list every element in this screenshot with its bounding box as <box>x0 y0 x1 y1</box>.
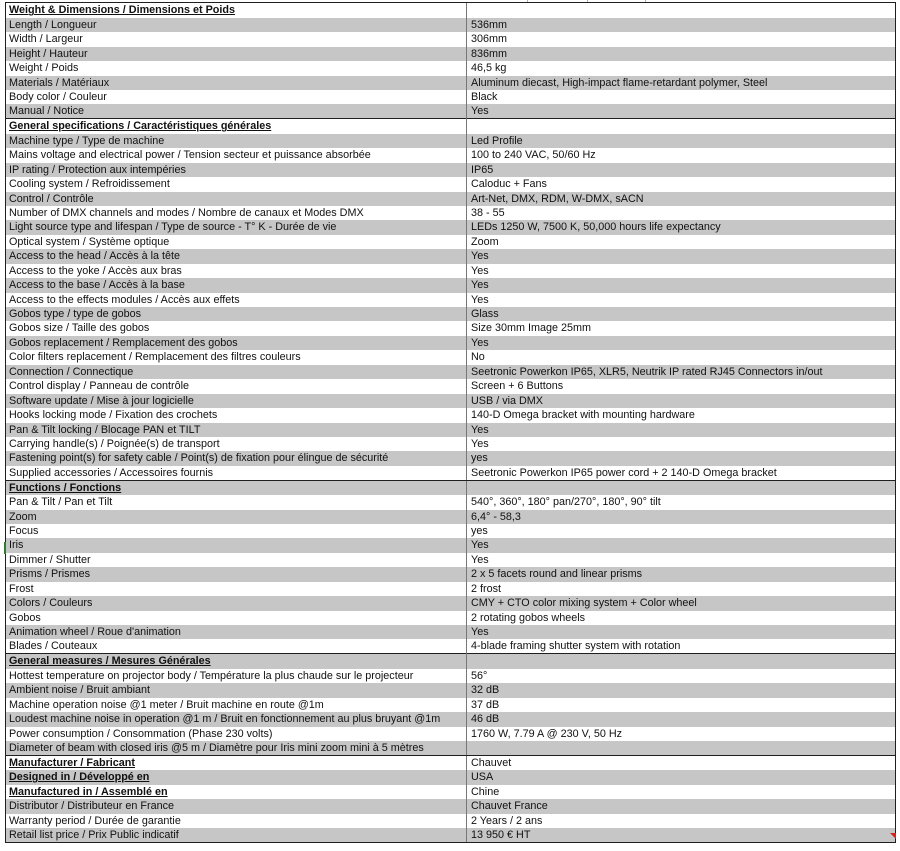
spec-value-cell[interactable]: 32 dB <box>471 684 500 697</box>
spec-label-cell[interactable]: IP rating / Protection aux intempéries <box>6 163 467 177</box>
spec-label-cell[interactable]: Control / Contrôle <box>6 192 467 206</box>
spec-value-cell[interactable]: 540°, 360°, 180° pan/270°, 180°, 90° tilt <box>471 496 661 509</box>
spec-label-cell[interactable]: Prisms / Prismes <box>6 567 467 581</box>
spec-value-cell[interactable]: Yes <box>471 423 489 436</box>
spec-label-cell[interactable]: Designed in / Développé en <box>6 770 467 784</box>
empty-cell[interactable] <box>467 3 895 17</box>
spec-value-cell[interactable]: 46 dB <box>471 713 500 726</box>
spec-value-cell[interactable]: Yes <box>471 105 489 118</box>
spec-label-cell[interactable]: Blades / Couteaux <box>6 639 467 653</box>
spec-label-cell[interactable]: Manual / Notice <box>6 104 467 118</box>
spec-label-cell[interactable]: Access to the head / Accès à la tête <box>6 249 467 263</box>
table-row <box>6 104 895 118</box>
table-row <box>6 394 895 408</box>
spec-value-cell[interactable]: Yes <box>471 250 489 263</box>
table-row <box>6 495 895 509</box>
empty-cell[interactable] <box>467 481 895 495</box>
spec-label-cell[interactable]: Software update / Mise à jour logicielle <box>6 394 467 408</box>
table-row <box>6 828 895 842</box>
spec-label-cell[interactable]: Power consumption / Consommation (Phase 230 volts) <box>6 727 467 741</box>
spec-value-cell[interactable]: 836mm <box>471 47 508 60</box>
spec-label-cell[interactable]: Pan & Tilt locking / Blocage PAN et TILT <box>6 423 467 437</box>
spec-label-cell[interactable]: Width / Largeur <box>6 32 467 46</box>
table-row <box>6 264 895 278</box>
spec-label-cell[interactable]: Focus <box>6 524 467 538</box>
table-row <box>6 698 895 712</box>
table-row <box>6 249 895 263</box>
spec-label-cell[interactable]: Mains voltage and electrical power / Tension secteur et puissance absorbée <box>6 148 467 162</box>
spec-value-cell[interactable]: Aluminum diecast, High-impact flame-retardant polymer, Steel <box>471 76 768 89</box>
spec-label-cell[interactable]: Access to the base / Accès à la base <box>6 278 467 292</box>
table-row <box>6 466 895 480</box>
spec-section <box>5 118 896 481</box>
spec-label-cell[interactable]: Iris <box>6 538 467 552</box>
spec-value-cell[interactable]: 536mm <box>471 18 508 31</box>
table-row <box>6 192 895 206</box>
table-row <box>6 669 895 683</box>
spec-sheet-table <box>5 4 896 843</box>
empty-cell[interactable] <box>467 654 895 668</box>
table-row <box>6 814 895 828</box>
spec-value-cell[interactable]: Seetronic Powerkon IP65, XLR5, Neutrik IP rated RJ45 Connectors in/out <box>471 365 823 378</box>
spec-value-cell[interactable]: Yes <box>471 293 489 306</box>
table-row <box>6 18 895 32</box>
table-row <box>6 148 895 162</box>
spec-label-cell[interactable]: Frost <box>6 582 467 596</box>
spec-value-cell[interactable]: IP65 <box>471 163 494 176</box>
spec-value-cell[interactable]: Chauvet <box>471 756 512 769</box>
table-row <box>6 321 895 335</box>
spec-label-cell[interactable]: Gobos <box>6 611 467 625</box>
spec-value-cell[interactable]: Caloduc + Fans <box>471 178 547 191</box>
spec-label-cell[interactable]: Light source type and lifespan / Type de source - T° K - Durée de vie <box>6 220 467 234</box>
spec-value-cell[interactable]: Chauvet France <box>471 800 548 813</box>
spec-value-cell[interactable]: USA <box>471 771 494 784</box>
spec-label-cell[interactable]: Colors / Couleurs <box>6 596 467 610</box>
spec-value-cell[interactable]: 38 - 55 <box>471 206 505 219</box>
spec-value-cell[interactable]: 6,4° - 58,3 <box>471 510 521 523</box>
table-row <box>6 639 895 653</box>
spec-label-cell[interactable]: Color filters replacement / Remplacement des filtres couleurs <box>6 350 467 364</box>
spec-value-cell[interactable]: 4-blade framing shutter system with rotation <box>471 640 681 653</box>
table-row <box>6 712 895 726</box>
spec-value-cell[interactable]: Yes <box>471 539 489 552</box>
spec-label-cell[interactable]: Animation wheel / Roue d'animation <box>6 625 467 639</box>
spec-label-cell[interactable]: Manufactured in / Assemblé en <box>6 785 467 799</box>
section-header-row <box>6 3 895 17</box>
spec-label-cell[interactable]: Weight / Poids <box>6 61 467 75</box>
spec-value-cell[interactable]: 2 Years / 2 ans <box>471 814 543 827</box>
table-row <box>6 307 895 321</box>
spec-value-cell[interactable]: LEDs 1250 W, 7500 K, 50,000 hours life expectancy <box>471 221 721 234</box>
table-row <box>6 785 895 799</box>
table-row <box>6 799 895 813</box>
spec-label-cell[interactable]: Carrying handle(s) / Poignée(s) de transport <box>6 437 467 451</box>
spec-label-cell[interactable]: Machine type / Type de machine <box>6 134 467 148</box>
table-row <box>6 727 895 741</box>
spec-value-cell[interactable]: 46,5 kg <box>471 62 507 75</box>
spec-value-cell[interactable]: Size 30mm Image 25mm <box>471 322 592 335</box>
table-row <box>6 625 895 639</box>
spec-label-cell[interactable]: Gobos size / Taille des gobos <box>6 321 467 335</box>
spec-label-cell[interactable]: Connection / Connectique <box>6 365 467 379</box>
cell-selection-marker <box>4 542 6 554</box>
table-row <box>6 235 895 249</box>
spec-value-cell[interactable]: 37 dB <box>471 698 500 711</box>
comment-indicator[interactable] <box>890 833 896 839</box>
spec-value-cell[interactable]: 13 950 € HT <box>471 828 531 841</box>
spec-value-cell[interactable]: yes <box>471 452 488 465</box>
section-header[interactable]: Weight & Dimensions / Dimensions et Poids <box>6 3 467 17</box>
table-row <box>6 524 895 538</box>
section-header-row <box>6 654 895 668</box>
spec-value-cell[interactable]: Screen + 6 Buttons <box>471 380 564 393</box>
spec-value-cell[interactable]: Yes <box>471 264 489 277</box>
spec-label-cell[interactable]: Machine operation noise @1 meter / Bruit machine en route @1m <box>6 698 467 712</box>
spec-value-cell[interactable] <box>467 741 895 755</box>
spec-label-cell[interactable]: Retail list price / Prix Public indicatif <box>6 828 467 842</box>
table-row <box>6 278 895 292</box>
spec-value-cell[interactable]: 2 frost <box>471 582 502 595</box>
section-header[interactable]: General measures / Mesures Générales <box>6 654 467 668</box>
spec-label-cell[interactable]: Hooks locking mode / Fixation des crochets <box>6 408 467 422</box>
spec-value-cell[interactable]: 306mm <box>471 33 508 46</box>
table-row <box>6 596 895 610</box>
spec-label-cell[interactable]: Materials / Matériaux <box>6 76 467 90</box>
table-row <box>6 336 895 350</box>
table-row <box>6 76 895 90</box>
table-row <box>6 538 895 552</box>
spec-value-cell[interactable]: Glass <box>471 308 499 320</box>
spec-value-cell[interactable]: Zoom <box>471 235 499 248</box>
spec-label-cell[interactable]: Fastening point(s) for safety cable / Point(s) de fixation pour élingue de sécurité <box>6 451 467 465</box>
table-row <box>6 553 895 567</box>
spec-label-cell[interactable]: Dimmer / Shutter <box>6 553 467 567</box>
table-row <box>6 408 895 422</box>
spec-label-cell[interactable]: Warranty period / Durée de garantie <box>6 814 467 828</box>
table-row <box>6 567 895 581</box>
spec-label-cell[interactable]: Diameter of beam with closed iris @5 m / Diamètre pour Iris mini zoom mini à 5 mètres <box>6 741 467 755</box>
table-row <box>6 61 895 75</box>
table-row <box>6 177 895 191</box>
spec-value-cell[interactable]: 56° <box>471 669 488 682</box>
spec-label-cell[interactable]: Access to the effects modules / Accès aux effets <box>6 293 467 307</box>
empty-cell[interactable] <box>467 119 895 133</box>
table-row <box>6 134 895 148</box>
spec-label-cell[interactable]: Height / Hauteur <box>6 47 467 61</box>
table-row <box>6 611 895 625</box>
table-row <box>6 451 895 465</box>
section-header[interactable]: General specifications / Caractéristiques générales <box>6 119 467 133</box>
table-row <box>6 437 895 451</box>
table-row <box>6 350 895 364</box>
spec-value-cell[interactable]: Yes <box>471 336 489 349</box>
spec-label-cell[interactable]: Gobos replacement / Remplacement des gobos <box>6 336 467 350</box>
spec-label-cell[interactable]: Body color / Couleur <box>6 90 467 104</box>
spec-section <box>5 755 896 844</box>
spec-section <box>5 480 896 655</box>
table-row <box>6 365 895 379</box>
table-row <box>6 379 895 393</box>
section-header[interactable]: Functions / Fonctions <box>6 481 467 495</box>
table-row <box>6 756 895 770</box>
table-row <box>6 582 895 596</box>
spec-label-cell[interactable]: Cooling system / Refroidissement <box>6 177 467 191</box>
spec-value-cell[interactable]: Art-Net, DMX, RDM, W-DMX, sACN <box>471 192 644 205</box>
table-row <box>6 206 895 220</box>
spec-label-cell[interactable]: Pan & Tilt / Pan et Tilt <box>6 495 467 509</box>
table-row <box>6 293 895 307</box>
spec-value-cell[interactable]: 140-D Omega bracket with mounting hardware <box>471 409 695 422</box>
spec-section <box>5 2 896 120</box>
spec-value-cell[interactable]: 100 to 240 VAC, 50/60 Hz <box>471 149 596 162</box>
table-row <box>6 423 895 437</box>
table-row <box>6 47 895 61</box>
table-row <box>6 32 895 46</box>
spec-label-cell[interactable]: Distributor / Distributeur en France <box>6 799 467 813</box>
spec-value-cell[interactable]: Led Profile <box>471 134 523 147</box>
spec-label-cell[interactable]: Loudest machine noise in operation @1 m / Bruit en fonctionnement au plus bruyant @1m <box>6 712 467 726</box>
spec-value-cell[interactable]: Yes <box>471 553 489 566</box>
spec-value-cell[interactable]: Black <box>471 91 498 104</box>
spec-value-cell[interactable]: Yes <box>471 626 489 639</box>
spec-label-cell[interactable]: Hottest temperature on projector body / Température la plus chaude sur le projecteur <box>6 669 467 683</box>
table-row <box>6 741 895 755</box>
spec-value-cell[interactable]: USB / via DMX <box>471 394 543 407</box>
spec-label-cell[interactable]: Supplied accessories / Accessoires fournis <box>6 466 467 480</box>
spec-label-cell[interactable]: Zoom <box>6 510 467 524</box>
table-row <box>6 770 895 784</box>
spec-label-cell[interactable]: Ambient noise / Bruit ambiant <box>6 683 467 697</box>
spec-value-cell[interactable]: Seetronic Powerkon IP65 power cord + 2 140-D Omega bracket <box>471 466 777 479</box>
table-row <box>6 220 895 234</box>
spec-value-cell[interactable]: yes <box>471 524 488 537</box>
table-row <box>6 683 895 697</box>
spec-value-cell[interactable]: 2 x 5 facets round and linear prisms <box>471 568 643 581</box>
spec-label-cell[interactable]: Manufacturer / Fabricant <box>6 756 467 770</box>
spec-value-cell[interactable]: No <box>471 351 485 364</box>
spec-label-cell[interactable]: Access to the yoke / Accès aux bras <box>6 264 467 278</box>
spec-label-cell[interactable]: Control display / Panneau de contrôle <box>6 379 467 393</box>
spec-value-cell[interactable]: CMY + CTO color mixing system + Color wheel <box>471 597 697 610</box>
table-row <box>6 163 895 177</box>
section-header-row <box>6 481 895 495</box>
spec-value-cell[interactable]: 1760 W, 7.79 A @ 230 V, 50 Hz <box>471 727 623 740</box>
spec-value-cell[interactable]: Yes <box>471 437 489 450</box>
spec-section <box>5 653 896 756</box>
spec-label-cell[interactable]: Length / Longueur <box>6 18 467 32</box>
section-header-row <box>6 119 895 133</box>
table-row <box>6 90 895 104</box>
spec-value-cell[interactable]: Yes <box>471 279 489 292</box>
spec-value-cell[interactable]: 2 rotating gobos wheels <box>471 611 586 624</box>
spec-value-cell[interactable]: Chine <box>471 785 500 798</box>
spec-label-cell[interactable]: Optical system / Système optique <box>6 235 467 249</box>
table-row <box>6 510 895 524</box>
spec-label-cell[interactable]: Number of DMX channels and modes / Nombre de canaux et Modes DMX <box>6 206 467 220</box>
spec-label-cell[interactable]: Gobos type / type de gobos <box>6 307 467 321</box>
